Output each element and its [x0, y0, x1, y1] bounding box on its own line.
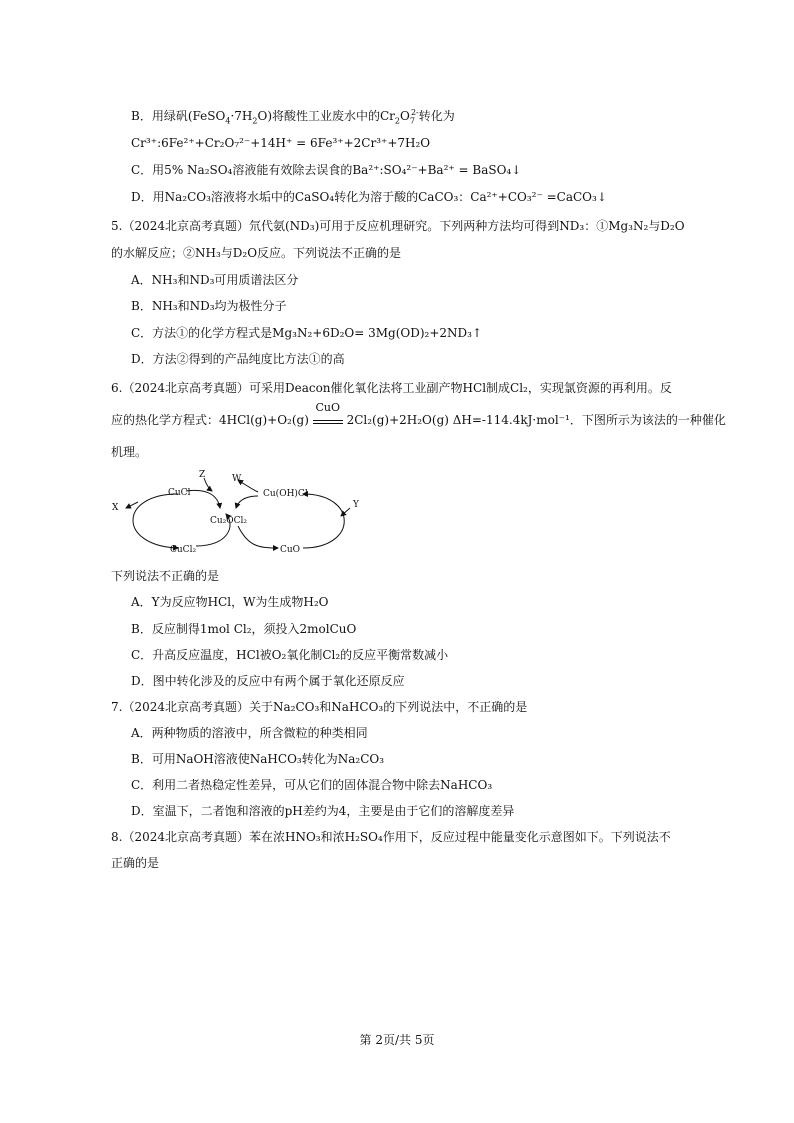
q7-option-a: A．两种物质的溶液中，所含微粒的种类相同 [131, 726, 368, 740]
q7-option-b: B．可用NaOH溶液使NaHCO₃转化为Na₂CO₃ [131, 752, 385, 766]
q4b-equation: Cr³⁺:6Fe²⁺+Cr₂O₇²⁻+14H⁺ = 6Fe³⁺+2Cr³⁺+7H₂O [131, 136, 431, 150]
q4b-formula-1: FeSO [192, 109, 226, 123]
label-cuohcl: Cu(OH)Cl [263, 489, 308, 499]
q4b-text-2: )将酸性工业废水中的 [267, 109, 380, 123]
q4b-text-3: 转化为 [418, 109, 455, 123]
q6-option-b: B．反应制得1mol Cl₂，须投入2molCuO [131, 622, 357, 636]
catalytic-mechanism-diagram [108, 466, 368, 556]
label-z: Z [199, 470, 206, 480]
cucl-to-cu2ocl2-arrow [186, 490, 220, 508]
q6-question-stem: 下列说法不正确的是 [111, 569, 220, 583]
x-exit-arrow [126, 502, 138, 508]
q5-option-c: C．方法①的化学方程式是Mg₃N₂+6D₂O= 3Mg(OD)₂+2ND₃↑ [131, 326, 483, 340]
q4b-text-1: B．用绿矾( [131, 109, 193, 123]
q6-option-d: D．图中转化涉及的反应中有两个属于氧化还原反应 [131, 674, 405, 688]
q6-stem-line-2 [111, 401, 726, 428]
label-w: W [232, 474, 242, 484]
label-cu2ocl2: Cu₂OCl₂ [210, 516, 248, 526]
cu2ocl2-to-cuo-arrow [238, 526, 278, 548]
label-cucl: CuCl [168, 488, 191, 498]
q5-stem-line-1: 5.（2024北京高考真题）氘代氨(ND₃)可用于反应机理研究。下列两种方法均可得到ND₃：①Mg₃N₂与D₂O [111, 219, 685, 233]
q6-catalyst-label: CuO [315, 401, 341, 414]
left-loop-lower-arrow [133, 494, 178, 548]
q4b-formula-5: O [400, 109, 410, 123]
q6-catalyst-arrow [313, 401, 343, 424]
label-y: Y [353, 500, 359, 510]
q4b-formula-2: ·7H [230, 109, 253, 123]
q6-stem-line-1: 6.（2024北京高考真题）可采用Deacon催化氧化法将工业副产物HCl制成Cl₂，实现氯资源的再利用。反 [111, 381, 672, 395]
q5-stem-line-2: 的水解反应；②NH₃与D₂O反应。下列说法不正确的是 [111, 246, 402, 260]
label-cucl2: CuCl₂ [170, 545, 197, 555]
q4-option-b: B．用绿矾$(FeSO_4\cdot 7H_2O)$将酸性工业废水中的$Cr_2O_7^{2-}$转化为 [131, 108, 455, 126]
q8-stem-line-1: 8.（2024北京高考真题）苯在浓HNO₃和浓H₂SO₄作用下，反应过程中能量变化示意图如下。下列说法不 [111, 830, 671, 844]
page-footer: 第 2页/共 5页 [359, 1033, 435, 1047]
q5-option-d: D．方法②得到的产品纯度比方法①的高 [131, 352, 345, 366]
q4-option-c: C．用5% Na₂SO₄溶液能有效除去误食的Ba²⁺:SO₄²⁻+Ba²⁺ = BaSO₄↓ [131, 163, 522, 177]
q6-option-a: A．Y为反应物HCl，W为生成物H₂O [131, 595, 329, 609]
q6-stem-line-3: 机理。 [111, 445, 148, 459]
q4b-formula-3: O [257, 109, 268, 123]
label-cuo: CuO [280, 545, 301, 555]
q5-option-b: B．NH₃和ND₃均为极性分子 [131, 299, 287, 313]
q6-equation-left: 应的热化学方程式：4HCl(g)+O₂(g) [111, 413, 309, 427]
q7-option-c: C．利用二者热稳定性差异，可从它们的固体混合物中除去NaHCO₃ [131, 778, 493, 792]
q8-stem-line-2: 正确的是 [111, 856, 160, 870]
q7-stem: 7.（2024北京高考真题）关于Na₂CO₃和NaHCO₃的下列说法中，不正确的是 [111, 700, 528, 714]
cuohcl-to-cu2ocl2-arrow [236, 496, 258, 508]
q5-option-a: A．NH₃和ND₃可用质谱法区分 [131, 273, 299, 287]
q6-option-c: C．升高反应温度，HCl被O₂氧化制Cl₂的反应平衡常数减小 [131, 648, 449, 662]
right-loop-arrow [303, 494, 344, 548]
label-x: X [112, 503, 119, 513]
q6-equation-right: 2Cl₂(g)+2H₂O(g) ΔH=-114.4kJ·mol⁻¹．下图所示为该法的一种催化 [346, 413, 726, 427]
q4-option-d: D．用Na₂CO₃溶液将水垢中的CaSO₄转化为溶于酸的CaCO₃：Ca²⁺+CO₃²⁻ =CaCO₃↓ [131, 190, 607, 204]
q4b-formula-4: Cr [380, 109, 395, 123]
q7-option-d: D．室温下，二者饱和溶液的pH差约为4，主要是由于它们的溶解度差异 [131, 804, 515, 818]
